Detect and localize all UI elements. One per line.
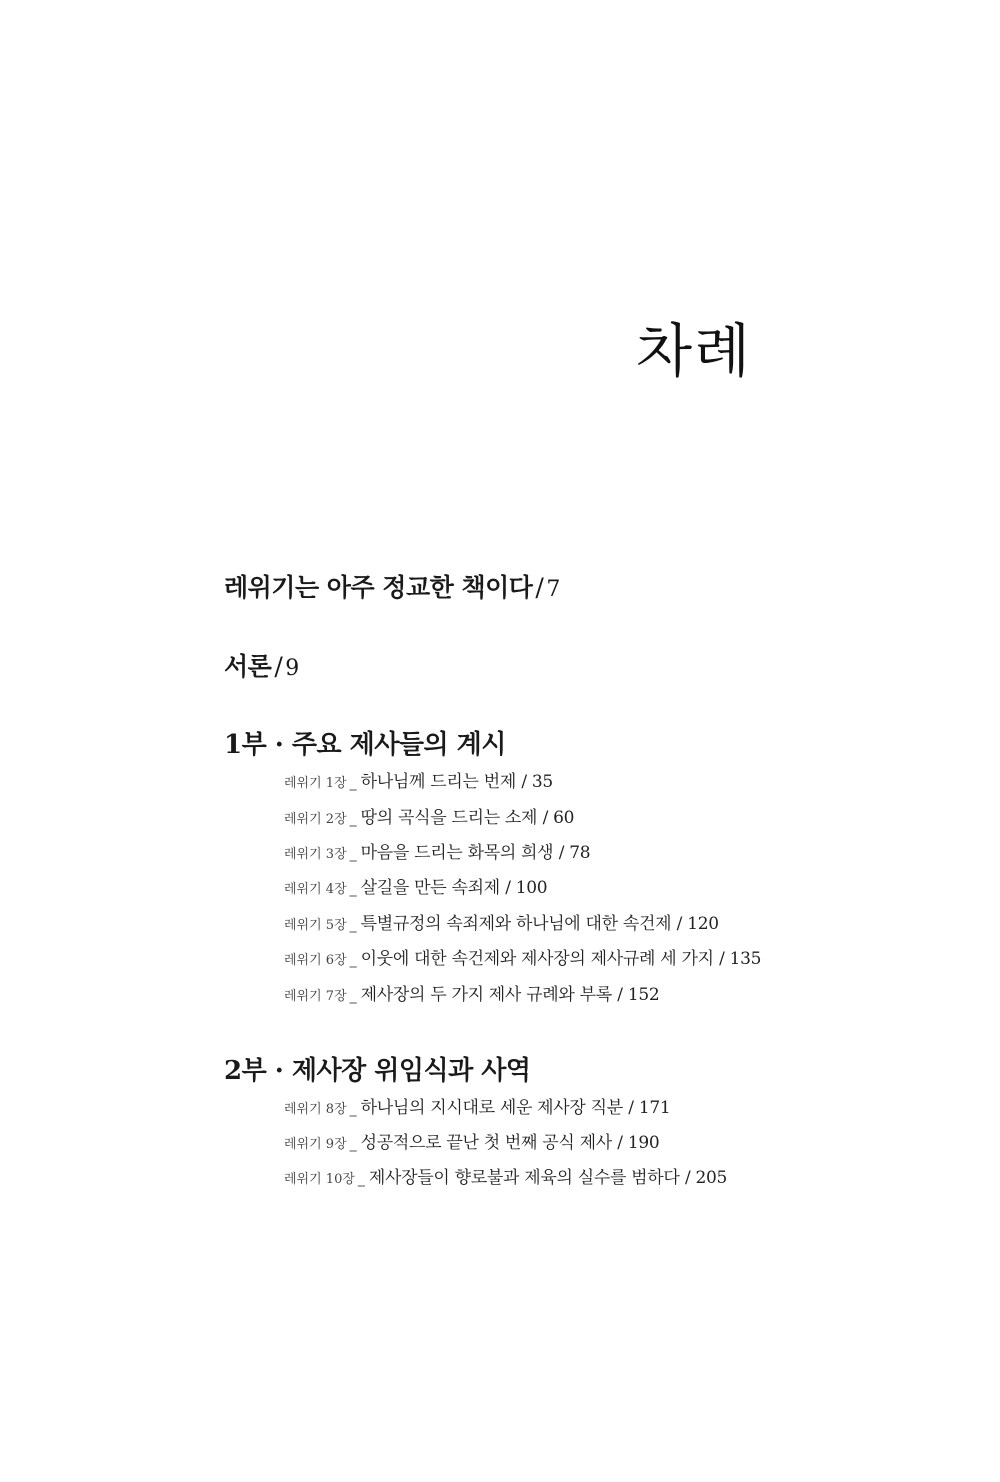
chapter-title: 하나님의 지시대로 세운 제사장 직분 xyxy=(360,1098,623,1118)
chapter-ref: 레위기 2장 xyxy=(284,812,347,827)
toc-entry-title: 서론 xyxy=(224,652,272,681)
chapter-entry xyxy=(284,1128,659,1153)
chapter-title: 땅의 곡식을 드리는 소제 xyxy=(360,808,538,828)
chapter-title: 마음을 드리는 화목의 희생 xyxy=(360,843,554,863)
chapter-ref: 레위기 5장 xyxy=(284,918,347,933)
chapter-separator: _ xyxy=(349,1136,357,1152)
chapter-title: 특별규정의 속죄제와 하나님에 대한 속건제 xyxy=(360,914,672,934)
chapter-page: / 120 xyxy=(676,914,719,934)
chapter-page: / 78 xyxy=(558,843,591,863)
toc-entry-introduction xyxy=(224,647,299,683)
chapter-entry xyxy=(284,873,547,898)
chapter-ref: 레위기 10장 xyxy=(284,1172,355,1187)
chapter-separator: _ xyxy=(357,1171,365,1187)
chapter-entry xyxy=(284,980,659,1005)
chapter-ref: 레위기 6장 xyxy=(284,953,347,968)
chapter-entry xyxy=(284,1093,670,1118)
chapter-title: 살길을 만든 속죄제 xyxy=(360,878,500,898)
chapter-entry xyxy=(284,909,719,934)
chapter-entry xyxy=(284,838,590,863)
chapter-title: 제사장의 두 가지 제사 규례와 부록 xyxy=(360,985,612,1005)
chapter-title: 제사장들이 향로불과 제육의 실수를 범하다 xyxy=(368,1168,680,1188)
chapter-entry xyxy=(284,803,574,828)
chapter-ref: 레위기 1장 xyxy=(284,776,347,791)
chapter-separator: _ xyxy=(349,775,357,791)
chapter-ref: 레위기 3장 xyxy=(284,847,347,862)
chapter-ref: 레위기 8장 xyxy=(284,1102,347,1117)
toc-entry-slash: / xyxy=(535,573,544,602)
chapter-page: / 205 xyxy=(684,1168,728,1188)
chapter-page: / 190 xyxy=(617,1133,660,1153)
chapter-page: / 100 xyxy=(505,878,548,898)
chapter-separator: _ xyxy=(349,917,357,933)
toc-entry-page: 9 xyxy=(285,656,299,681)
chapter-separator: _ xyxy=(349,1101,357,1117)
chapter-page: / 135 xyxy=(719,949,762,969)
toc-entry-title: 레위기는 아주 정교한 책이다 xyxy=(224,573,533,602)
chapter-ref: 레위기 4장 xyxy=(284,882,347,897)
chapter-entry xyxy=(284,767,553,792)
chapter-separator: _ xyxy=(349,846,357,862)
chapter-page: / 60 xyxy=(542,808,575,828)
chapter-title: 성공적으로 끝난 첫 번째 공식 제사 xyxy=(360,1133,612,1153)
chapter-separator: _ xyxy=(349,988,357,1004)
part-2-heading: 2부 · 제사장 위임식과 사역 xyxy=(224,1056,531,1086)
chapter-separator: _ xyxy=(349,881,357,897)
chapter-title: 이웃에 대한 속건제와 제사장의 제사규례 세 가지 xyxy=(360,949,714,969)
toc-entry-slash: / xyxy=(274,652,283,681)
toc-entry-preface xyxy=(224,568,560,604)
chapter-separator: _ xyxy=(349,952,357,968)
chapter-ref: 레위기 9장 xyxy=(284,1137,347,1152)
chapter-page: / 35 xyxy=(521,772,553,792)
chapter-page: / 152 xyxy=(617,985,660,1005)
chapter-ref: 레위기 7장 xyxy=(284,989,347,1004)
page-title: 차례 xyxy=(636,317,753,385)
chapter-separator: _ xyxy=(349,811,357,827)
part-1-heading: 1부 · 주요 제사들의 계시 xyxy=(224,730,506,760)
chapter-entry xyxy=(284,944,761,969)
chapter-entry xyxy=(284,1163,727,1188)
chapter-title: 하나님께 드리는 번제 xyxy=(360,772,516,792)
toc-entry-page: 7 xyxy=(546,577,560,602)
chapter-page: / 171 xyxy=(628,1098,671,1118)
